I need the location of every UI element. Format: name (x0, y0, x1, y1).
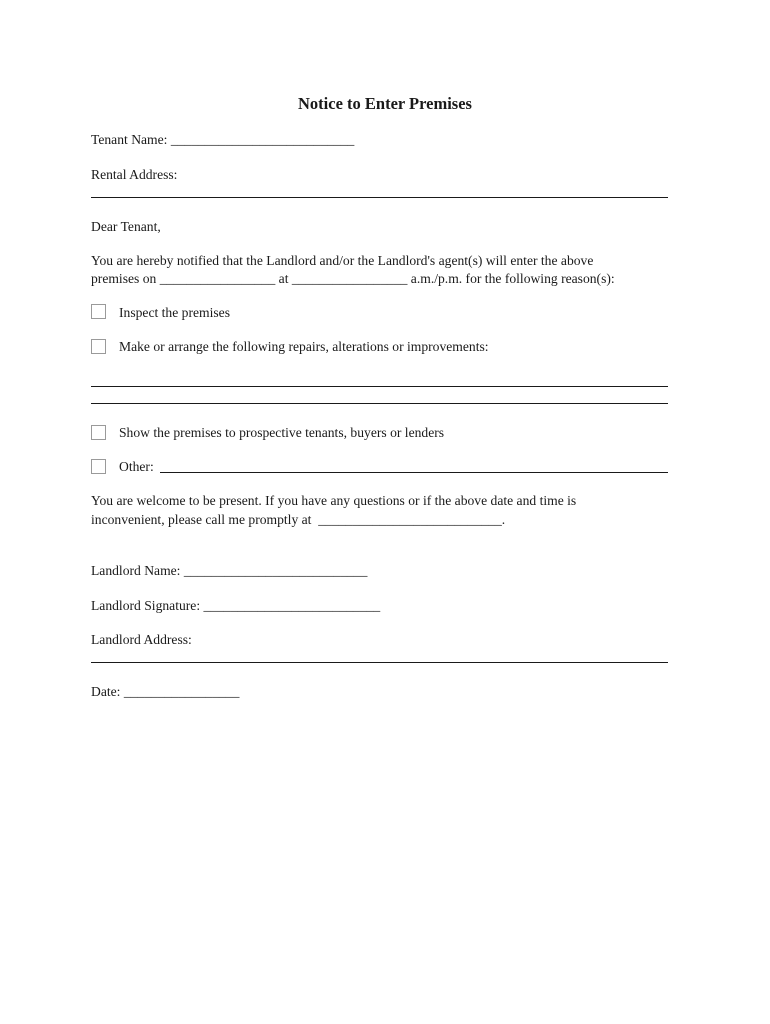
notice-text-line-1: You are hereby notified that the Landlord and/or the Landlord's agent(s) will enter the above (91, 253, 594, 268)
greeting: Dear Tenant, (91, 219, 161, 234)
other-line[interactable] (160, 472, 668, 473)
notice-text-line-2[interactable]: premises on _________________ at _________________ a.m./p.m. for the following reason(s): (91, 271, 615, 286)
closing-text-line-2[interactable]: inconvenient, please call me promptly at ___________________________. (91, 512, 506, 527)
repairs-checkbox[interactable] (91, 339, 106, 354)
repairs-line-1[interactable] (91, 386, 668, 387)
document-title: Notice to Enter Premises (298, 94, 472, 113)
rental-address-line[interactable] (91, 197, 668, 198)
inspect-checkbox[interactable] (91, 304, 106, 319)
show-checkbox[interactable] (91, 425, 106, 440)
rental-address-label: Rental Address: (91, 167, 178, 182)
date-field[interactable]: Date: _________________ (91, 684, 240, 699)
other-checkbox[interactable] (91, 459, 106, 474)
repairs-label: Make or arrange the following repairs, alterations or improvements: (119, 339, 489, 354)
landlord-address-line[interactable] (91, 662, 668, 663)
landlord-signature-field[interactable]: Landlord Signature: __________________________ (91, 598, 381, 613)
other-label: Other: (119, 459, 154, 474)
inspect-label: Inspect the premises (119, 305, 230, 320)
show-label: Show the premises to prospective tenants, buyers or lenders (119, 425, 445, 440)
landlord-name-field[interactable]: Landlord Name: ___________________________ (91, 563, 368, 578)
repairs-line-2[interactable] (91, 403, 668, 404)
closing-text-line-1: You are welcome to be present. If you have any questions or if the above date and time is (91, 493, 577, 508)
tenant-name-field[interactable]: Tenant Name: ___________________________ (91, 132, 355, 147)
landlord-address-label: Landlord Address: (91, 632, 192, 647)
